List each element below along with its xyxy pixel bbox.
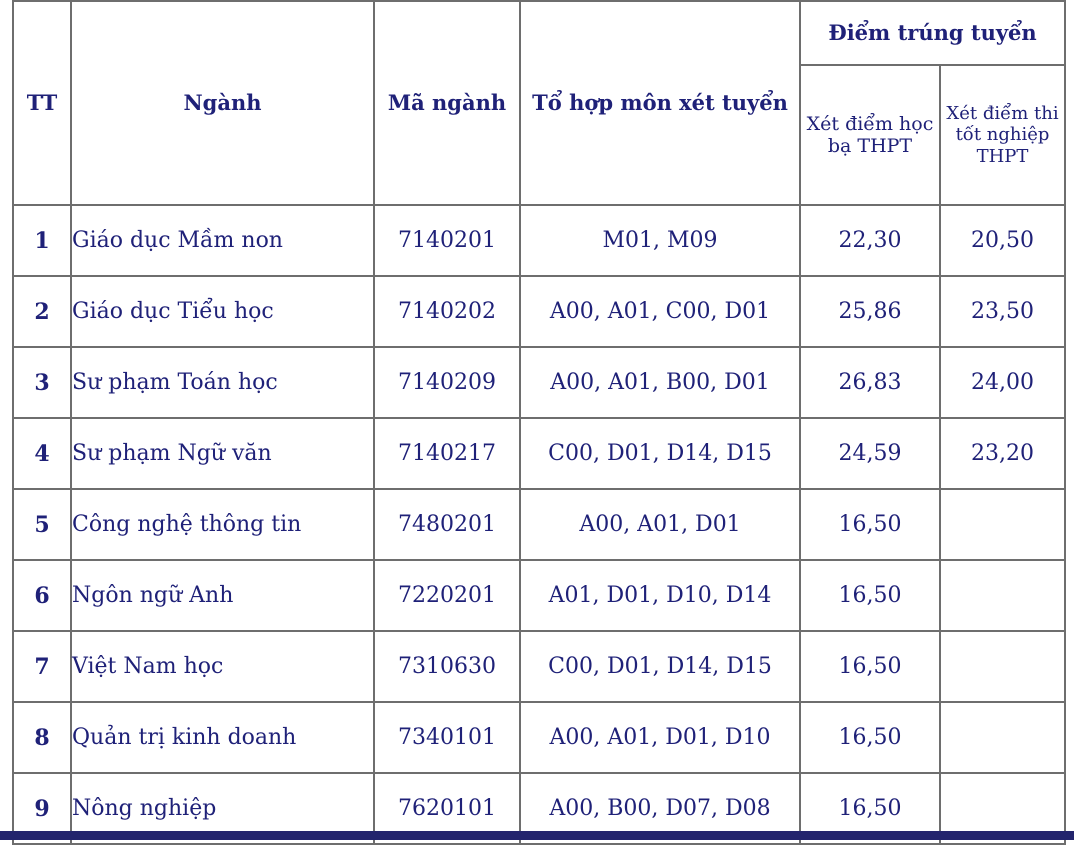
cell-major: Giáo dục Mầm non — [71, 205, 374, 276]
cell-score-hocba: 16,50 — [800, 631, 940, 702]
cell-code: 7340101 — [374, 702, 520, 773]
cell-score-thpt — [940, 631, 1065, 702]
cell-tt: 7 — [13, 631, 71, 702]
cell-major: Giáo dục Tiểu học — [71, 276, 374, 347]
cell-code: 7480201 — [374, 489, 520, 560]
cell-score-thpt: 24,00 — [940, 347, 1065, 418]
cell-major: Quản trị kinh doanh — [71, 702, 374, 773]
cell-tt: 6 — [13, 560, 71, 631]
header-tt: TT — [13, 1, 71, 205]
cell-code: 7140202 — [374, 276, 520, 347]
cell-score-thpt: 23,50 — [940, 276, 1065, 347]
cell-code: 7140209 — [374, 347, 520, 418]
cell-major: Nông nghiệp — [71, 773, 374, 844]
cell-score-hocba: 24,59 — [800, 418, 940, 489]
cell-score-thpt — [940, 560, 1065, 631]
table-row — [13, 276, 1065, 347]
header-score-thpt: Xét điểm thi tốt nghiệp THPT — [940, 65, 1065, 205]
table-row — [13, 418, 1065, 489]
cell-tt: 9 — [13, 773, 71, 844]
cell-tt: 1 — [13, 205, 71, 276]
cell-score-hocba: 16,50 — [800, 702, 940, 773]
cell-tt: 5 — [13, 489, 71, 560]
cell-combo: A00, A01, D01 — [520, 489, 800, 560]
cell-code: 7310630 — [374, 631, 520, 702]
cell-combo: A00, A01, C00, D01 — [520, 276, 800, 347]
cell-major: Công nghệ thông tin — [71, 489, 374, 560]
cell-score-hocba: 16,50 — [800, 773, 940, 844]
table-row — [13, 560, 1065, 631]
cell-combo: A00, A01, B00, D01 — [520, 347, 800, 418]
header-combo: Tổ hợp môn xét tuyển — [520, 1, 800, 205]
header-score-group: Điểm trúng tuyển — [800, 1, 1065, 65]
cell-major: Sư phạm Toán học — [71, 347, 374, 418]
table-row — [13, 205, 1065, 276]
cell-major: Việt Nam học — [71, 631, 374, 702]
admission-score-table — [12, 0, 1066, 845]
bottom-bar — [0, 831, 1074, 840]
table-row — [13, 347, 1065, 418]
cell-combo: A00, B00, D07, D08 — [520, 773, 800, 844]
cell-score-hocba: 22,30 — [800, 205, 940, 276]
cell-score-thpt: 23,20 — [940, 418, 1065, 489]
cell-code: 7140201 — [374, 205, 520, 276]
cell-combo: C00, D01, D14, D15 — [520, 631, 800, 702]
cell-score-thpt — [940, 702, 1065, 773]
cell-combo: M01, M09 — [520, 205, 800, 276]
cell-major: Sư phạm Ngữ văn — [71, 418, 374, 489]
cell-score-thpt — [940, 489, 1065, 560]
header-major: Ngành — [71, 1, 374, 205]
cell-score-hocba: 16,50 — [800, 560, 940, 631]
table-row — [13, 702, 1065, 773]
cell-tt: 2 — [13, 276, 71, 347]
cell-combo: A01, D01, D10, D14 — [520, 560, 800, 631]
cell-combo: C00, D01, D14, D15 — [520, 418, 800, 489]
cell-tt: 3 — [13, 347, 71, 418]
cell-score-hocba: 25,86 — [800, 276, 940, 347]
cell-tt: 8 — [13, 702, 71, 773]
cell-score-hocba: 26,83 — [800, 347, 940, 418]
cell-code: 7620101 — [374, 773, 520, 844]
table-row — [13, 489, 1065, 560]
header-score-hocba: Xét điểm học bạ THPT — [800, 65, 940, 205]
header-code: Mã ngành — [374, 1, 520, 205]
cell-major: Ngôn ngữ Anh — [71, 560, 374, 631]
cell-code: 7220201 — [374, 560, 520, 631]
cell-combo: A00, A01, D01, D10 — [520, 702, 800, 773]
cell-score-thpt: 20,50 — [940, 205, 1065, 276]
table-row — [13, 631, 1065, 702]
cell-code: 7140217 — [374, 418, 520, 489]
cell-score-hocba: 16,50 — [800, 489, 940, 560]
cell-tt: 4 — [13, 418, 71, 489]
